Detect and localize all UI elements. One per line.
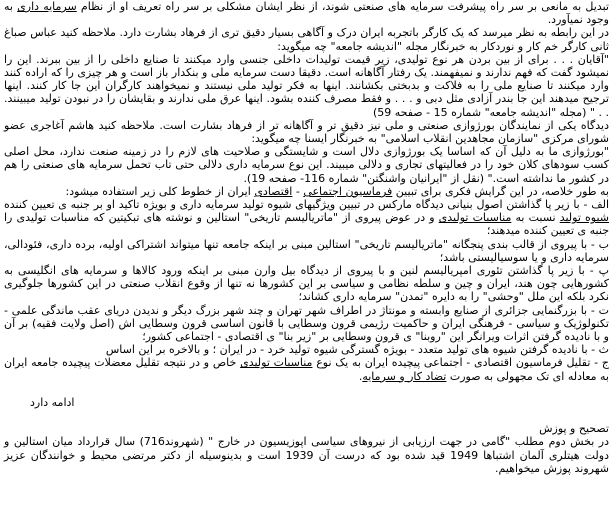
- text-run: به طور خلاصه، در این گرایش فکری برای تبیین: [392, 184, 609, 198]
- underlined-term: سرمایه داری: [17, 0, 77, 13]
- quote-worker: "آقایان . . . برای از بین بردن هر نوع تولیدی، زیر قیمت تولیدات داخلی جنسی وارد میکنند تا صنایع داخلی را از بین ببرند. این را نمیشود گفت که فهم ندارند و نمیفهمند. یک رفتار آگاهانه است. دقیقا دست سرمایه ملی و بنکدار باز است و هر چیزی را که اراده کنند وارد میکنند تا صنایع ملی را به فلاکت و بدبختی بکشانند. اینها به فکر تولید ملی نیستند و نمیخواهند کارگران این جا کار کنند. اینها ترجیح میدهند این جا بندر آزادی مثل دبی و . . . و فقط مصرف کننده بشود. اینها عرق ملی ندارند و بقایشان را در نبودن تولید میبینند. . . " (مجله "اندیشه جامعه" شماره 15 - صفحه 59): [4, 52, 609, 119]
- paragraph-intro: [4, 0, 609, 26]
- article-body: [4, 0, 609, 475]
- text-run: و در عوض پیروی از "ماتریالیسم تاریخی" استالین و نوشته های تبکیتین که مناسبات تولیدی را جنبه ی تعیین کننده میدهند؛: [4, 211, 609, 238]
- text-run: ایران از خطوط کلی زیر استفاده میشود:: [65, 184, 255, 198]
- underlined-term: مناسبات تولیدی: [240, 356, 313, 370]
- underlined-term: تضاد کار و سرمایه: [362, 369, 447, 383]
- spacer: [4, 409, 609, 422]
- paragraph-worker-view: در این رابطه به نظر میرسد که یک کارگر باتجربه ایران درک و آگاهی بسیار دقیق تری از فرهاد بشارت دارد. ملاحظه کنید عباس صباغ ثانی کارگر خم کار و نوردکار به خبرنگار مجله "اندیشه جامعه" چه میگوید:: [4, 26, 609, 53]
- underlined-term: فرماسیون اجتماعی: [303, 184, 393, 198]
- to-be-continued: ادامه دارد: [30, 395, 75, 409]
- underlined-term: مناسبات تولیدی: [438, 211, 512, 225]
- text-run: -: [292, 184, 304, 198]
- list-item-jim: [4, 356, 609, 382]
- underlined-term: شیوه تولید: [559, 211, 610, 225]
- text-run: تبدیل به مانعی بر سر راه پیشرفت سرمایه های صنعتی شوند، از نظر ایشان مشکلی بر سر راه تعریف او از نظام: [76, 0, 609, 13]
- correction-body: در بخش دوم مطلب "گامی در جهت ارزیابی از نیروهای سیاسی اپوزیسیون در خارج " (شهروند716) سال قرارداد میان استالین و دولت هیتلری آلمان اشتباها 1949 قید شده بود که درست آن 1939 است و بدینوسیله از دکتر مرتضی محیط و خوانندگان عزیز شهروند پوزش میخواهیم.: [4, 435, 610, 475]
- spacer: [4, 383, 609, 396]
- text-run: الف - با زیر پا گذاشتن اصول بنیانی دیدگاه مارکس در تبیین ویژگیهای شیوه تولید سرمایه داری و بویژه تاکید او بر جنبه ی تعیین کننده: [4, 198, 609, 212]
- text-run: به وجود نمیآورد.: [4, 0, 609, 27]
- text-run: .: [358, 369, 363, 383]
- list-item-se: ث - با نادیده گرفتن شیوه های تولید متعدد - بویژه گسترگی شیوه تولید خرد - در ایران ؛ و بالاخره بر این اساس: [105, 343, 609, 357]
- list-item-be: ب - با پیروی از قالب بندی پنجگانه "ماتریالیسم تاریخی" استالین مبنی بر اینکه جامعه تنها میتواند اشتراکی اولیه، برده داری، فئودالی، سرمایه داری و یا سوسیالیستی باشد؛: [4, 237, 609, 264]
- text-run: ج - تقلیل فرماسیون اقتصادی - اجتماعی پیچیده ایران به یک نوع: [312, 356, 609, 370]
- paragraph-aghajari: دیدگاه یکی از نمایندگان بورژوازی صنعتی و ملی نیز دقیق تر و آگاهانه تر از فرهاد بشارت است. ملاحظه کنید هاشم آغاجری عضو شورای مرکزی "سازمان مجاهدین انقلاب اسلامی" به خبرنگار ایسنا چه میگوید:: [4, 118, 609, 146]
- text-run: خاص و در نتیجه تقلیل معضلات پیچیده جامعه ایران به معادله ای تک مجهولی به صورت: [4, 356, 609, 383]
- list-item-te: ت - با بزرگنمایی جزائری از صنایع وابسته و مونتاژ در اطراف شهر تهران و چند شهر بزرگ دیگر و ندیدن دریای عقب ماندگی علمی - تکنولوژیک و سیاسی - فرهنگی ایران و حاکمیت رژیمی قرون وسطایی با قانون اساسی قرون وسطایی اش (اصل ولایت فقیه) بر آن و با نادیده گرفتن اثرات ویرانگر این "روبنا" ی قرون وسطایی بر "زیر بنا" ی اقتصادی - اجتماعی کشور؛: [4, 303, 609, 344]
- text-run: نسبت به: [511, 211, 560, 225]
- underlined-term: اقتصادی: [254, 184, 293, 198]
- quote-aghajari: "بورژوازی ما به دلیل آن که اساسا یک بورژوازی دلال است و شایستگی و صلاحیت های لازم را در زمینه صنعت ندارد، محل اصلی کسب سودهای کلان خود را در فعالیتهای تجاری و دلالی میبیند. این نوع سرمایه داری دلالی حتی تاب تحمل سرمایه های صنعتی را هم در کشور ما نداشته است." (نقل از "ایرانیان واشنگتن" شماره 116- صفحه 19).: [4, 145, 609, 185]
- list-item-pe: پ - با زیر پا گذاشتن تئوری امپریالیسم لنین و با پیروی از دیدگاه بیل وارن مبنی بر اینکه ورود کالاها و سرمایه های انگلیسی به کشورهایی چون هند، ایران و چین و سلطه نظامی و سیاسی بر این کشورها نه تنها از وقوع انقلاب صنعتی در این کشورها جلوگیری نکرد بلکه این ملل "وحشی" را به دایره "تمدن" سرمایه داری کشاند؛: [4, 264, 609, 304]
- correction-title: تصحیح و پوزش: [539, 422, 609, 436]
- list-item-alef: [4, 198, 609, 238]
- paragraph-summary: [4, 185, 609, 198]
